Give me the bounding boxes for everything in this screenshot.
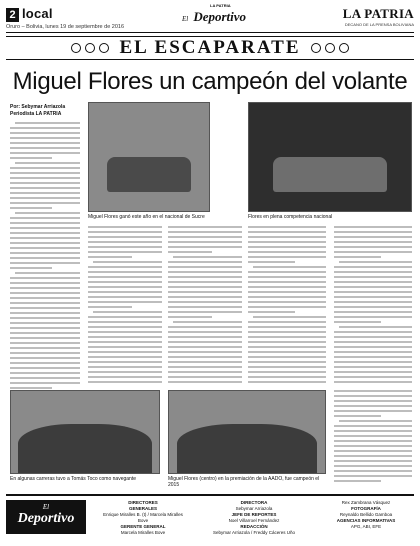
credits-photo-heading: FOTOGRAFÍA [351,506,381,511]
dateline: Oruro – Bolivia, lunes 19 de septiembre de 2016 [6,24,125,30]
credits-newsroom-names: Sebymar Arriazola / Freddy Cáceres Uño [212,530,296,535]
credits-agencies-names: APG, ABI, EFE [350,524,382,529]
photo-caption-4: Miguel Flores (centro) en la premiación de la AADO, fue campeón el 2015 [168,476,320,488]
credits-directors-heading: DIRECTORES [128,500,158,505]
byline [10,104,65,118]
footer-logo-name: Deportivo [17,511,75,526]
article-headline: Miguel Flores un campeón del volante [12,68,408,95]
credits-directors [98,500,188,536]
photo-caption-3: En algunas carreras tuvo a Tomás Toco como navegante [10,476,137,482]
supplement-article: El [182,15,189,23]
credits-newsroom-heading: REDACCIÓN [240,524,268,529]
byline-outlet: Periodista LA PATRIA [10,111,62,117]
ball-icon [325,43,335,53]
credits-editorial [204,500,304,536]
photo-award-ceremony [168,390,326,474]
newspaper-name: LA PATRIA [342,6,414,21]
byline-author: Por: Sebymar Arriazola [10,104,66,110]
credits-footer [6,494,414,540]
photo-caption-1: Miguel Flores ganó este año en el nacional de Sucre [88,214,205,220]
credits-photo [318,500,414,530]
photo-rally-car [88,102,210,212]
article-column-4 [248,226,326,386]
credits-name-top: Rex Zambrana Vásquez [341,500,391,505]
credits-manager-heading: GERENTE GENERAL [120,524,166,529]
page-header [6,3,414,32]
article-column-1 [10,122,80,427]
article-column-3 [168,226,242,386]
ball-icon [339,43,349,53]
section-name: local [22,6,53,21]
credits-agencies-heading: AGENCIAS INFORMATIVAS [336,518,396,523]
footer-logo-article: El [42,503,50,511]
section-banner [6,36,414,60]
credits-reports-name: Noel Villarroel Fernández [228,518,280,523]
supplement-name: Deportivo [193,9,247,24]
supplement-owner: LA PATRIA [210,3,231,8]
header-rule [6,32,414,33]
credits-director-name: Sebymar Arriazola [235,506,273,511]
credits-photo-name: Reynaldo Bellido Gamboa [339,512,393,517]
article-column-5 [334,226,412,386]
footer-logo [6,500,86,534]
page-number: 2 [6,8,19,22]
photo-navigator [10,390,160,474]
supplement-masthead [182,3,247,25]
ball-icon [71,43,81,53]
credits-reports-heading: JEFE DE REPORTES [231,512,277,517]
ball-icon [311,43,321,53]
credits-manager-name: Marcela Miralles Bove [120,530,166,535]
ball-icon [99,43,109,53]
newspaper-masthead [343,6,414,27]
article-column-2 [88,226,162,386]
ball-icon [85,43,95,53]
credits-director-heading: DIRECTORA [240,500,268,505]
banner-title: EL ESCAPARATE [119,37,301,58]
credits-directors-names: Enrique Miralles B. (t) / Marcela Miralles Bove [103,512,183,523]
banner-icons-left [71,43,109,53]
article-column-6 [334,390,412,485]
photo-caption-2: Flores en plena competencia nacional [248,214,333,220]
credits-directors-subheading: GENERALES [128,506,157,511]
newspaper-tagline: DECANO DE LA PRENSA BOLIVIANA [344,22,414,27]
banner-icons-right [311,43,349,53]
photo-competition [248,102,412,212]
